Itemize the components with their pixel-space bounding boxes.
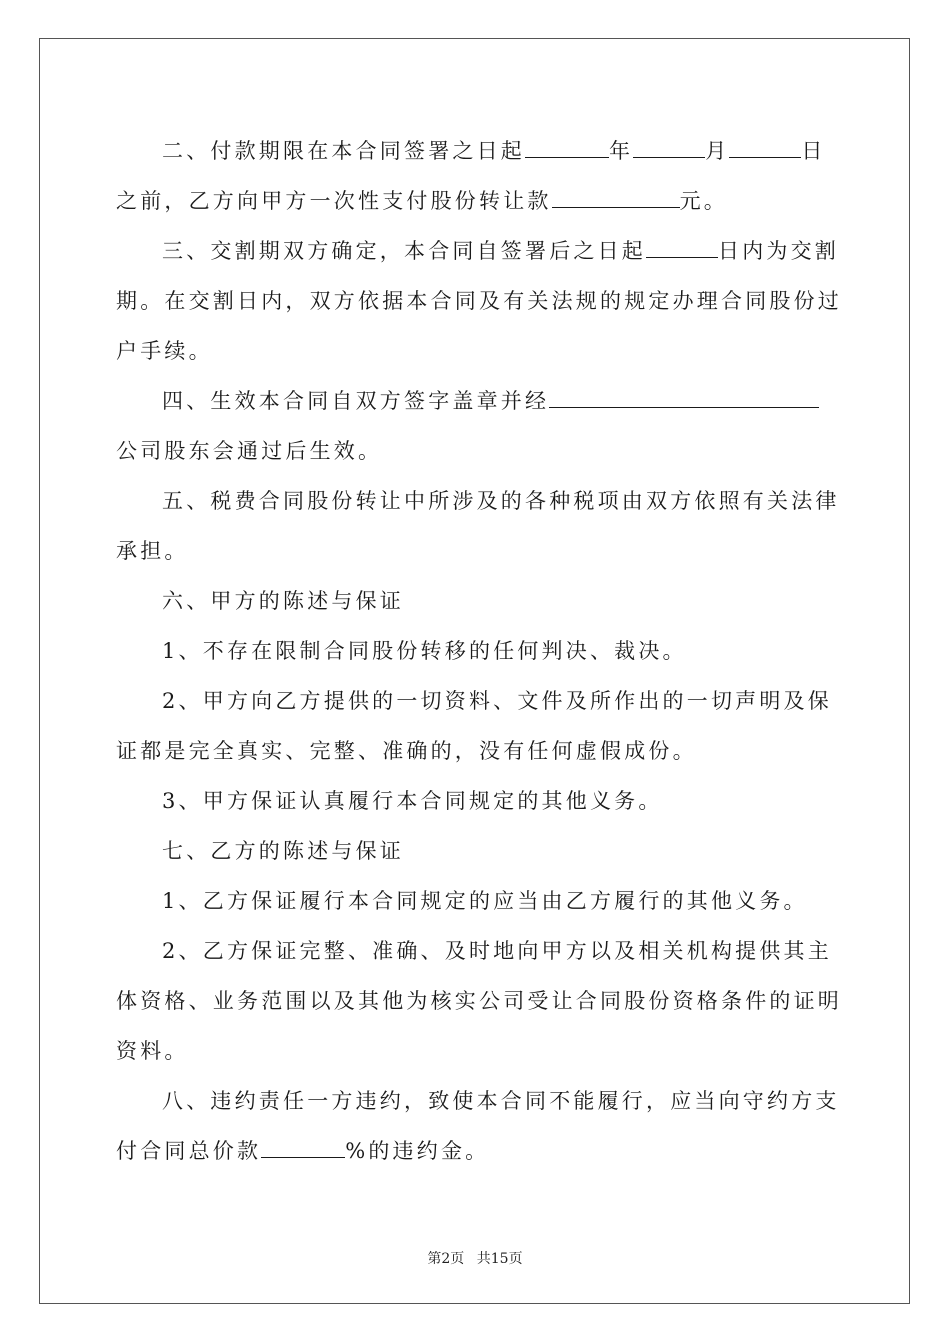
- section4-line1: [162, 386, 819, 416]
- section7-item2-line1: 2、乙方保证完整、准确、及时地向甲方以及相关机构提供其主: [162, 939, 832, 963]
- text-fragment: 之前，乙方向甲方一次性支付股份转让款: [116, 189, 552, 213]
- text-fragment: 三、交割期双方确定，本合同自签署后之日起: [162, 239, 646, 263]
- text-fragment: 二、付款期限在本合同签署之日起: [162, 139, 525, 163]
- text-fragment: 年: [609, 139, 634, 163]
- blank-days: [646, 237, 718, 258]
- blank-month: [633, 137, 705, 158]
- section7-item2-line3: 资料。: [116, 1039, 189, 1063]
- section3-line2: 期。在交割日内，双方依据本合同及有关法规的规定办理合同股份过: [116, 289, 842, 313]
- page-footer: [0, 1248, 950, 1268]
- section6-title: 六、甲方的陈述与保证: [162, 589, 404, 613]
- section3-line3: 户手续。: [116, 339, 213, 363]
- section5-line1: 五、税费合同股份转让中所涉及的各种税项由双方依照有关法律: [162, 489, 840, 513]
- blank-day: [729, 137, 801, 158]
- section8-line2: [116, 1136, 489, 1166]
- section6-item1: 1、不存在限制合同股份转移的任何判决、裁决。: [162, 639, 687, 663]
- section7-item1: 1、乙方保证履行本合同规定的应当由乙方履行的其他义务。: [162, 889, 808, 913]
- section2-line2: [116, 186, 728, 216]
- blank-company: [549, 387, 819, 408]
- section2-line1: [162, 136, 826, 166]
- section6-item2-line1: 2、甲方向乙方提供的一切资料、文件及所作出的一切声明及保: [162, 689, 832, 713]
- text-fragment: 日: [801, 139, 826, 163]
- section5-line2: 承担。: [116, 539, 189, 563]
- section7-item2-line2: 体资格、业务范围以及其他为核实公司受让合同股份资格条件的证明: [116, 989, 842, 1013]
- text-fragment: 付合同总价款: [116, 1139, 262, 1163]
- section4-line2: 公司股东会通过后生效。: [116, 439, 383, 463]
- blank-amount: [552, 187, 680, 208]
- blank-percent: [261, 1137, 345, 1158]
- section3-line1: [162, 236, 839, 266]
- section7-title: 七、乙方的陈述与保证: [162, 839, 404, 863]
- text-fragment: 元。: [679, 189, 729, 213]
- section6-item3: 3、甲方保证认真履行本合同规定的其他义务。: [162, 789, 663, 813]
- text-fragment: 日内为交割: [718, 239, 839, 263]
- text-fragment: 月: [705, 139, 730, 163]
- section8-line1: 八、违约责任一方违约，致使本合同不能履行，应当向守约方支: [162, 1089, 840, 1113]
- blank-year: [525, 137, 609, 158]
- page-number: 第2页: [427, 1251, 465, 1267]
- text-fragment: %的违约金。: [345, 1139, 490, 1163]
- section6-item2-line2: 证都是完全真实、完整、准确的，没有任何虚假成份。: [116, 739, 697, 763]
- text-fragment: 四、生效本合同自双方签字盖章并经: [162, 389, 550, 413]
- page-total: 共15页: [476, 1251, 523, 1267]
